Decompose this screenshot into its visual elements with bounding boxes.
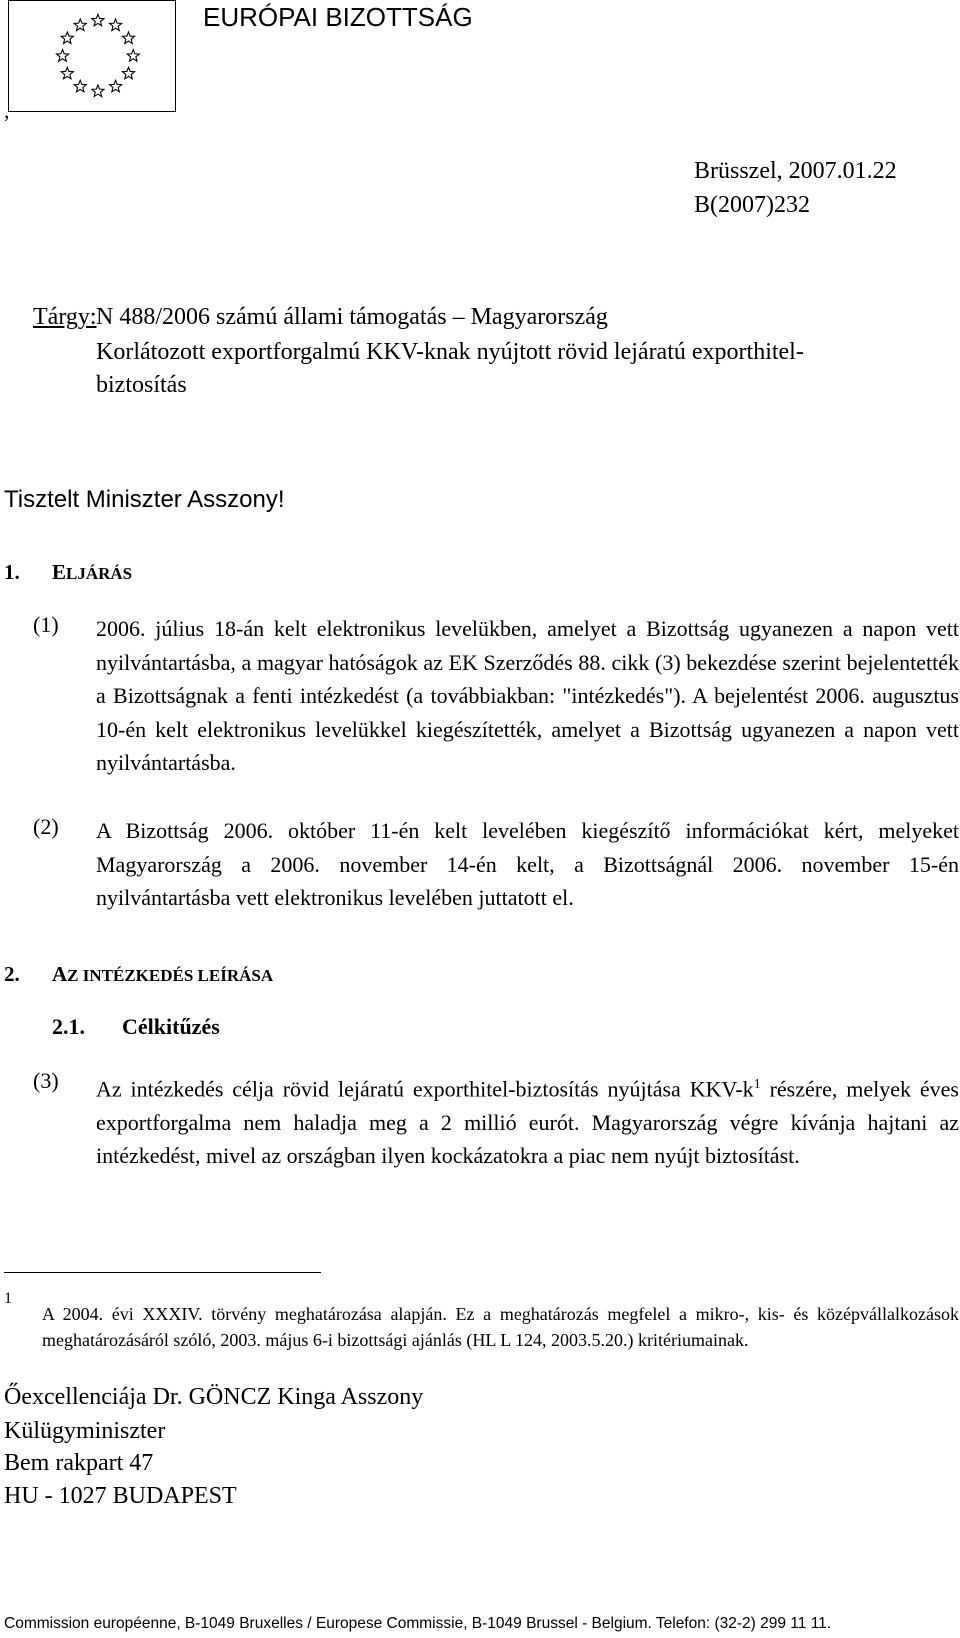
subsection-number: 2.1. <box>52 1014 85 1039</box>
section-title-initial: A <box>52 962 68 986</box>
star-icon <box>92 14 104 26</box>
section-title-rest: LJÁRÁS <box>66 564 133 583</box>
paragraph-text <box>96 1068 959 1173</box>
paragraph-text-part: Az intézkedés célja rövid lejáratú exporthitel-biztosítás nyújtása KKV-k <box>96 1076 754 1102</box>
star-icon <box>122 32 134 44</box>
section-title-rest: Z INTÉZKEDÉS LEÍRÁSA <box>67 966 274 985</box>
star-icon <box>92 85 104 97</box>
paragraph-text: 2006. július 18-án kelt elektronikus levelükben, amelyet a Bizottság ugyanezen a napon vett nyilvántartásba, a magyar hatóságok az EK Szerződés 88. cikk (3) bekezdése szerint bejelentették a Bizottságnak a fenti intézkedést (a továbbiakban: "intézkedés"). A bejelentést 2006. augusztus 10-én kelt elektronikus levelükkel kiegészítették, amelyet a Bizottság ugyanezen a napon vett nyilvántartásba. <box>96 616 959 775</box>
paragraph-text: A Bizottság 2006. október 11-én kelt levelében kiegészítő információkat kért, melyeket Magyarország a 2006. november 14-én kelt, a Bizottságnál 2006. november 15-én nyilvántartásba vett elektronikus levelében juttatott el. <box>96 818 959 910</box>
reference-number: B(2007)232 <box>694 192 810 218</box>
addressee-line: Külügyminiszter <box>4 1418 166 1444</box>
section-title <box>52 962 273 987</box>
paragraph-number: (3) <box>33 1068 59 1093</box>
paragraph-number: (1) <box>33 612 59 637</box>
star-icon <box>122 67 134 79</box>
section-title-initial: E <box>52 560 67 584</box>
addressee-line: Őexcellenciája Dr. GÖNCZ Kinga Asszony <box>4 1384 424 1410</box>
section-number: 1. <box>4 560 20 584</box>
star-icon <box>61 67 73 79</box>
star-icon <box>74 80 86 92</box>
star-icon <box>61 32 73 44</box>
subject-line: biztosítás <box>96 372 187 398</box>
footnote-separator <box>4 1272 321 1273</box>
place-date: Brüsszel, 2007.01.22 <box>694 158 897 184</box>
eu-stars-icon <box>9 1 175 111</box>
salutation: Tisztelt Miniszter Asszony! <box>4 486 285 513</box>
star-icon <box>127 50 139 62</box>
star-icon <box>110 19 122 31</box>
star-icon <box>74 19 86 31</box>
paragraph-text-part: részére, melyek éves exportforgalma nem haladja meg a 2 millió eurót. Magyarország végre kívánja hajtani az intézkedést, mivel az országban ilyen kockázatokra a piac nem nyújt biztosítást. <box>96 1076 959 1169</box>
eu-flag-logo <box>8 0 176 112</box>
subject-label: Tárgy: <box>33 304 97 330</box>
page-footer: Commission européenne, B-1049 Bruxelles / Europese Commissie, B-1049 Brussel - Belgium. Telefon: (32-2) 299 11 11. <box>4 1615 832 1632</box>
logo-comma: , <box>4 98 10 123</box>
subject-line: N 488/2006 számú állami támogatás – Magyarország <box>96 304 608 330</box>
star-icon <box>110 80 122 92</box>
addressee-line: HU - 1027 BUDAPEST <box>4 1483 237 1509</box>
section-title <box>52 560 132 585</box>
organization-name: EURÓPAI BIZOTTSÁG <box>203 2 473 32</box>
paragraph-number: (2) <box>33 814 59 839</box>
section-number: 2. <box>4 962 20 986</box>
subject-line: Korlátozott exportforgalmú KKV-knak nyújtott rövid lejáratú exporthitel- <box>96 339 804 365</box>
footnote-reference: 1 <box>753 1077 761 1092</box>
footnote-text: A 2004. évi XXXIV. törvény meghatározása alapján. Ez a meghatározás megfelel a mikro-, kis- és középvállalkozások meghatározásáról szóló, 2003. május 6-i bizottsági ajánlás (HL L 124, 2003.5.20.) kritériumainak. <box>42 1304 959 1350</box>
subsection-title: Célkitűzés <box>122 1014 220 1039</box>
star-icon <box>56 50 68 62</box>
footnote-mark: 1 <box>4 1290 12 1307</box>
addressee-line: Bem rakpart 47 <box>4 1450 154 1476</box>
